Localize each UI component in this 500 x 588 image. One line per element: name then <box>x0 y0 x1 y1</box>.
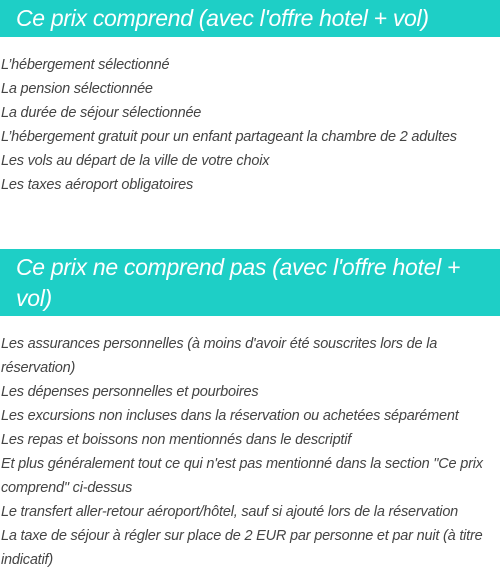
excluded-item-tourist-tax: La taxe de séjour à régler sur place de 2 EUR par personne et par nuit (à titre indicatif) <box>1 528 483 568</box>
included-item-airport-taxes: Les taxes aéroport obligatoires <box>1 177 194 193</box>
excluded-item-transfer: Le transfert aller-retour aéroport/hôtel, sauf si ajouté lors de la réservation <box>1 504 459 520</box>
included-list <box>0 53 500 197</box>
included-item-accommodation: L’hébergement sélectionné <box>1 57 170 73</box>
included-item-flights: Les vols au départ de la ville de votre choix <box>1 153 270 169</box>
excluded-section-title: Ce prix ne comprend pas (avec l'offre hotel + vol) <box>0 249 500 316</box>
excluded-item-personal-expenses: Les dépenses personnelles et pourboires <box>1 384 259 400</box>
included-item-duration: La durée de séjour sélectionnée <box>1 105 202 121</box>
excluded-item-general: Et plus généralement tout ce qui n'est pas mentionné dans la section "Ce prix comprend" ci-dessus <box>1 456 483 496</box>
excluded-item-meals: Les repas et boissons non mentionnés dans le descriptif <box>1 432 352 448</box>
excluded-item-insurance: Les assurances personnelles (à moins d'avoir été souscrites lors de la réservation) <box>1 336 438 376</box>
included-section-title: Ce prix comprend (avec l'offre hotel + vol) <box>0 0 500 37</box>
included-item-child-free: L’hébergement gratuit pour un enfant partageant la chambre de 2 adultes <box>1 129 457 145</box>
included-item-board: La pension sélectionnée <box>1 81 153 97</box>
excluded-item-excursions: Les excursions non incluses dans la réservation ou achetées séparément <box>1 408 459 424</box>
excluded-list <box>0 332 500 572</box>
